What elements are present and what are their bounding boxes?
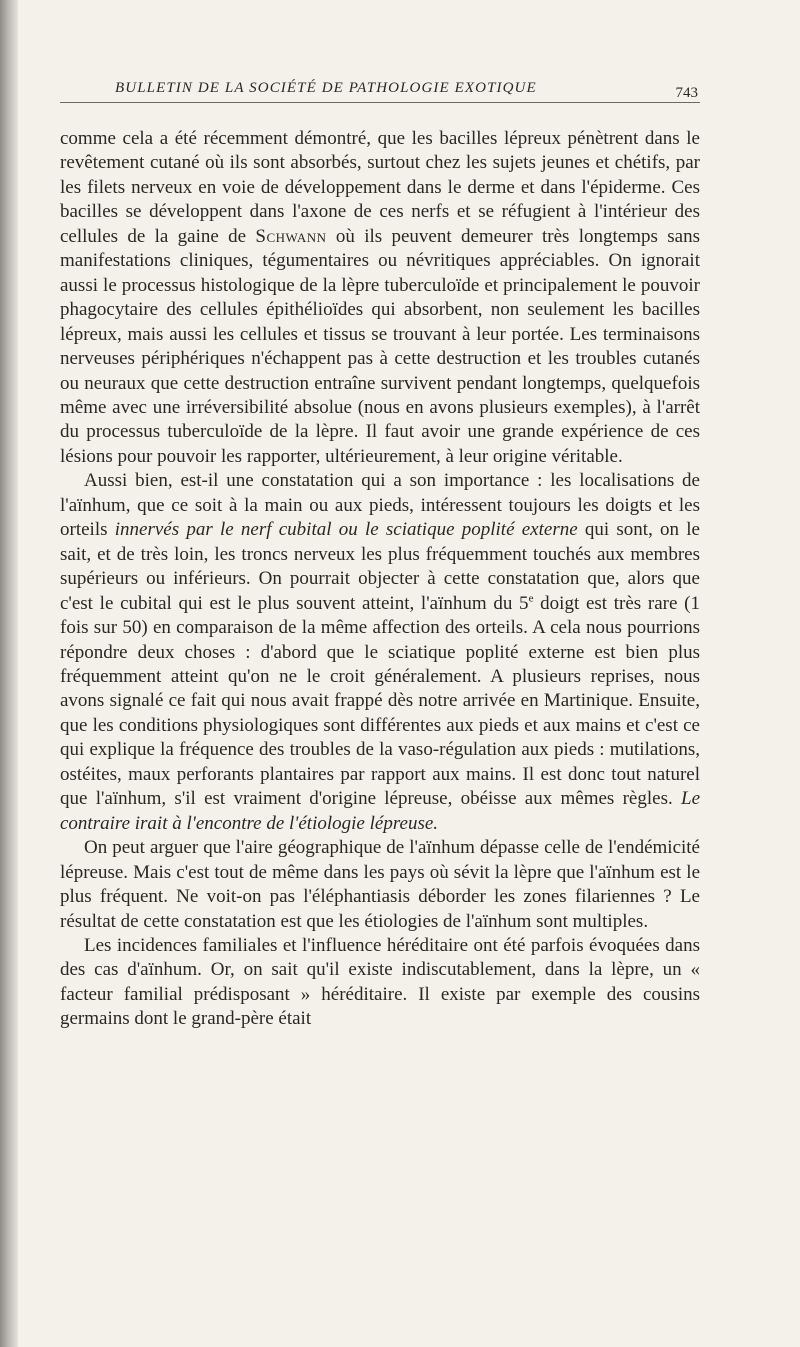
paragraph-2-text-b: qui sont, on le sait, et de très loin, les troncs nerveux les plus fréquemment touchés aux membres supérieurs ou inférieurs. On pourrait objecter à cette constatation que, alors que c'est le cubital qui est le plus souvent atteint, l'aïnhum du 5 — [60, 519, 700, 614]
paragraph-1-text-b: où ils peuvent demeurer très longtemps sans manifestations cliniques, tégumentaires ou névritiques appréciables. On ignorait aussi le processus histologique de la lèpre tuberculoïde et principalement le pouvoir phagocytaire des cellules épithélioïdes qui absorbent, non seulement les bacilles lépreux, mais aussi les cellules et tissus se trouvant à leur portée. Les terminaisons nerveuses périphériques n'échappent pas à cette destruction et les troubles cutanés ou neuraux que cette destruction entraîne survivent pendant longtemps, quelquefois même avec une irréversibilité absolue (nous en avons plusieurs exemples), à l'arrêt du processus tuberculoïde de la lèpre. Il faut avoir une grande expérience de ces lésions pour pouvoir les rapporter, ultérieurement, à leur origine véritable. — [60, 225, 700, 467]
running-head — [60, 80, 700, 103]
body-text — [60, 127, 700, 1032]
paragraph-2-emphasis-nerves: innervés par le nerf cubital ou le sciatique poplité externe — [114, 519, 578, 541]
paragraph-2-text-c: doigt est très rare (1 fois sur 50) en comparaison de la même affection des orteils. A cela nous pourrions répondre deux choses : d'abord que le sciatique poplité externe est bien plus fréquemment atteint qu'on ne le croit généralement. A plusieurs reprises, nous avons signalé ce fait qui nous avait frappé dès notre arrivée en Martinique. Ensuite, que les conditions physiologiques sont différentes aux pieds et aux mains et c'est ce qui explique la fréquence des troubles de la vaso-régulation aux pieds : mutilations, ostéites, maux perforants plantaires par rapport aux mains. Il est donc tout naturel que l'aïnhum, s'il est vraiment d'origine lépreuse, obéisse aux mêmes règles. — [60, 592, 700, 810]
paragraph-2-text-a: Aussi bien, est-il une constatation qui a son importance : les localisations de l'aïnhum, que ce soit à la main ou aux pieds, intéressent toujours les doigts et les orteils — [60, 470, 700, 541]
page-binding-edge — [0, 0, 18, 1347]
running-title: BULLETIN DE LA SOCIÉTÉ DE PATHOLOGIE EXOTIQUE — [115, 80, 537, 96]
paragraph-2-emphasis-conclusion: Le contraire irait à l'encontre de l'étiologie lépreuse. — [60, 788, 700, 834]
paragraph-2 — [60, 469, 700, 836]
paragraph-1 — [60, 127, 700, 469]
paragraph-3: On peut arguer que l'aire géographique de l'aïnhum dépasse celle de l'endémicité lépreuse. Mais c'est tout de même dans les pays où sévit la lèpre que l'aïnhum est le plus fréquent. Ne voit-on pas l'éléphantiasis déborder les zones filariennes ? Le résultat de cette constatation est que les étiologies de l'aïnhum sont multiples. — [60, 837, 700, 932]
journal-page — [60, 80, 700, 1032]
paragraph-1-text-a: comme cela a été récemment démontré, que les bacilles lépreux pénètrent dans le revêtement cutané où ils sont absorbés, surtout chez les sujets jeunes et chétifs, par les filets nerveux en voie de développement dans le derme et dans l'épiderme. Ces bacilles se développent dans l'axone de ces nerfs et se réfugient à l'intérieur des cellules de la gaine de — [60, 128, 700, 247]
page-number: 743 — [675, 85, 698, 101]
author-name-schwann: Schwann — [255, 225, 327, 247]
paragraph-4: Les incidences familiales et l'influence héréditaire ont été parfois évoquées dans des cas d'aïnhum. Or, on sait qu'il existe indiscutablement, dans la lèpre, un « facteur familial prédisposant » héréditaire. Il existe par exemple des cousins germains dont le grand-père était — [60, 934, 700, 1030]
ordinal-superscript: e — [528, 592, 534, 605]
